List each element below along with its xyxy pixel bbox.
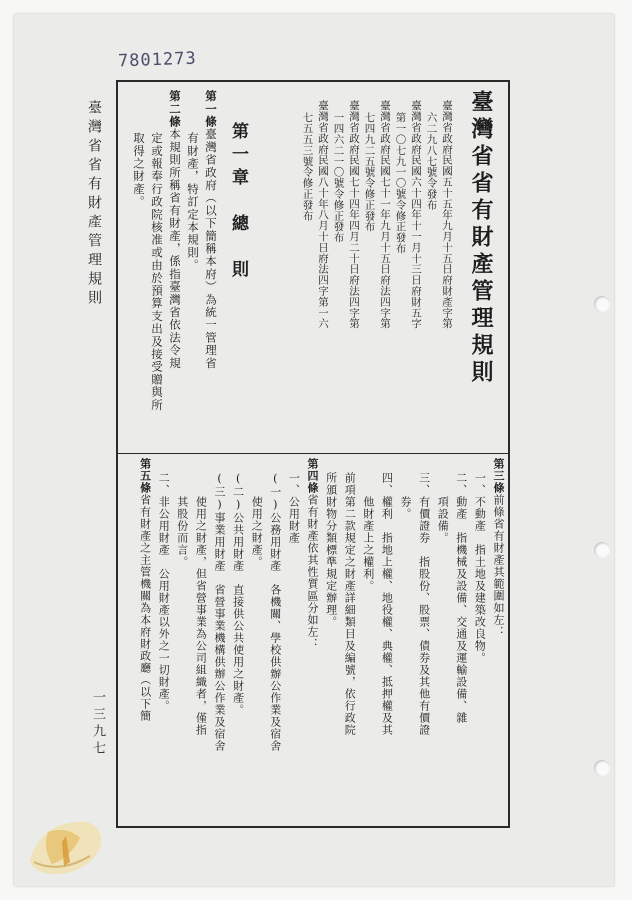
punch-hole	[594, 296, 610, 312]
article-line: (二)公共用財產 直接供公共使用之財產。	[231, 472, 245, 716]
article-label: 第一條	[204, 90, 218, 129]
article-line: 券。	[399, 496, 412, 520]
article-text: 省有財產依其性質區分如左：	[306, 494, 319, 650]
article-line: 二、非公用財產 公用財產以外之一切財產。	[157, 472, 171, 712]
article-line-start	[137, 458, 154, 722]
article-text: 本規則所稱省有財產，係指臺灣省依法令規	[168, 128, 182, 370]
history-line: 臺灣省政府民國五十五年九月十五日府財產字第	[441, 100, 453, 329]
document-number-stamp: 7801273	[117, 48, 197, 72]
frame-divider	[118, 453, 508, 454]
history-line: 七四九二五號令修正發布	[363, 112, 376, 232]
history-line: 第一〇七九一〇號令修正發布	[394, 112, 407, 254]
article-line: 三、有價證券 指股份、股票、債券及其他有價證	[417, 472, 431, 736]
article-label: 第二條	[168, 90, 182, 129]
article-line: 四、權利 指地上權、地役權、典權、抵押權及其	[380, 472, 394, 736]
side-running-title: 臺灣省省有財產管理規則	[86, 100, 102, 309]
history-line: 六二九八七號令發布	[425, 112, 438, 211]
article-line-start	[166, 90, 183, 369]
article-text: 省有財產之主管機關為本府財政廳（以下簡	[138, 494, 152, 722]
punch-hole	[594, 542, 610, 558]
history-line: 臺灣省政府民國八十年八月十日府法四字第一六	[317, 100, 329, 329]
article-label: 第三條	[492, 458, 505, 494]
article-line: 使用之財產。	[250, 496, 264, 568]
article-line: 定或報奉行政院核准或由於預算支出及接受贈與所	[150, 132, 164, 412]
archive-logo-watermark	[20, 802, 116, 882]
history-line: 一四六二一〇號令修正發布	[332, 112, 345, 243]
history-line: 臺灣省政府民國七十一年九月十五日府法四字第	[379, 100, 391, 329]
page-number: 一三九七	[90, 690, 105, 758]
article-label: 第五條	[138, 458, 152, 494]
article-line-start	[304, 458, 321, 650]
article-text: 前條省有財產其範圍如左：	[492, 494, 505, 638]
article-line: 有財產，特訂定本規則。	[186, 132, 200, 272]
article-line: 二、動產 指機械及設備、交通及運輸設備、雜	[454, 472, 468, 724]
article-line: 取得之財產。	[132, 132, 146, 209]
article-line-start	[202, 90, 219, 369]
article-line: (一)公務用財產 各機關、學校供辦公作業及宿舍	[268, 472, 282, 752]
document-title: 臺灣省省有財產管理規則	[468, 90, 494, 387]
article-line: 項設備。	[436, 496, 450, 544]
history-line: 臺灣省政府民國六十四年十一月十三日府財五字	[410, 100, 422, 329]
article-line: 他財產上之權利。	[361, 496, 375, 592]
article-label: 第四條	[306, 458, 319, 494]
history-line: 臺灣省政府民國七十四年四月二十日府法四字第	[348, 100, 360, 329]
article-line: (三)事業用財產 省營事業機構供辦公作業及宿舍	[213, 472, 226, 752]
article-line: 使用之財產，但省營事業為公司組織者，僅指	[194, 496, 208, 736]
article-line: 其股份而言。	[175, 496, 189, 568]
chapter-heading: 第一章 總 則	[228, 122, 248, 283]
article-text: 臺灣省政府（以下簡稱本府）為統一管理省	[204, 128, 218, 370]
article-line-start	[490, 458, 507, 638]
article-line: 一、公用財產	[287, 472, 301, 544]
article-line: 所頒財物分類標準規定辦理。	[324, 472, 338, 628]
article-line: 一、不動產 指土地及建築改良物。	[473, 472, 487, 664]
punch-hole	[594, 760, 610, 776]
article-line: 前項第二款規定之財產詳細類目及編號，依行政院	[343, 472, 357, 736]
history-line: 七五五三號令修正發布	[301, 112, 314, 221]
